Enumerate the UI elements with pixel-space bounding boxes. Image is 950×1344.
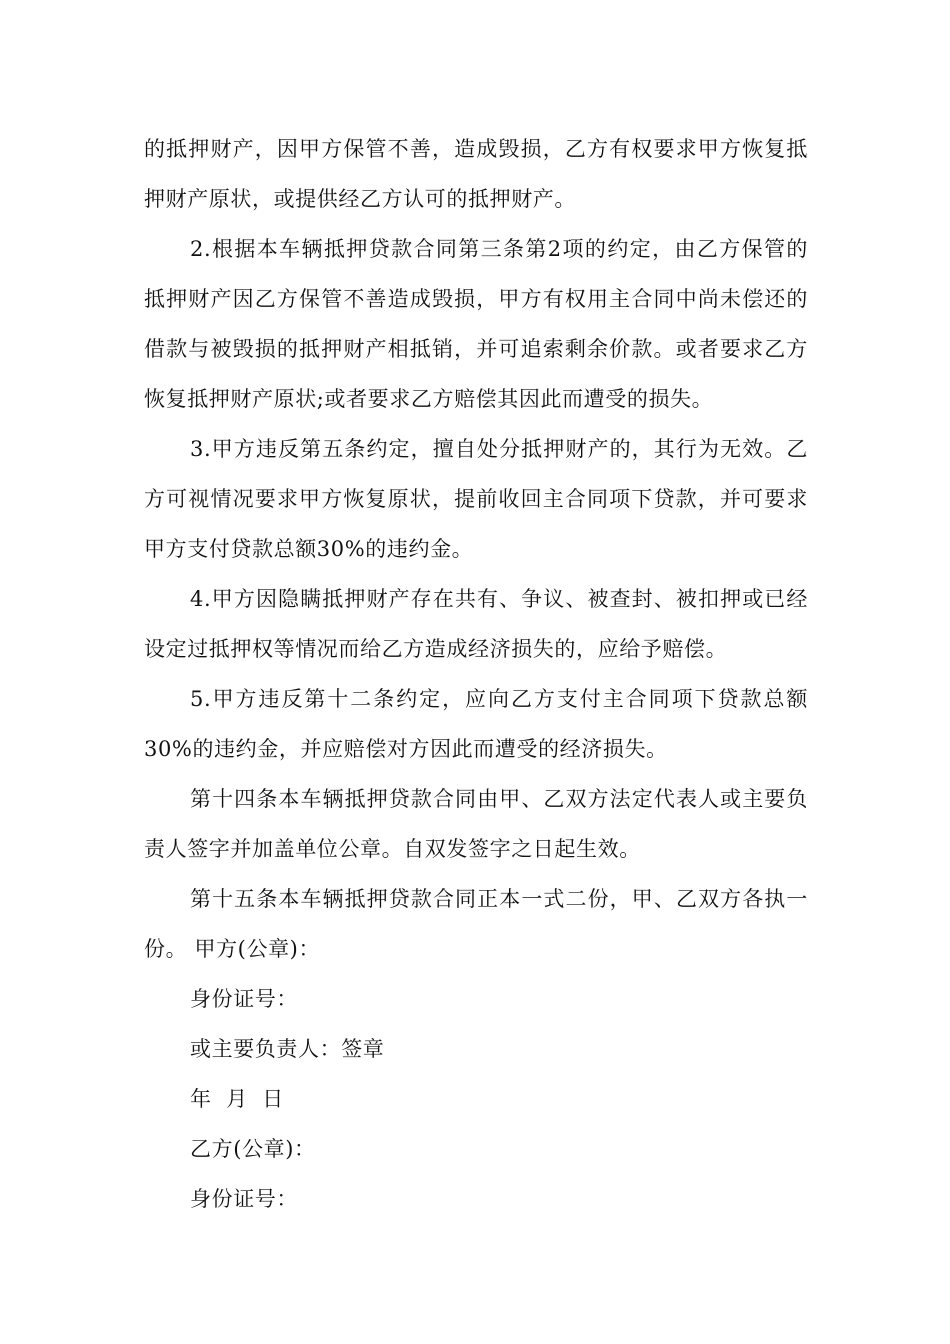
paragraph-3: 3.甲方违反第五条约定，擅自处分抵押财产的，其行为无效。乙方可视情况要求甲方恢复原状，提前收回主合同项下贷款，并可要求甲方支付贷款总额30%的违约金。 [144,437,808,561]
id-number-line-b: 身份证号： [190,1187,298,1211]
document-body [144,124,808,1224]
signatory-line: 或主要负责人：签章 [190,1037,385,1061]
paragraph-2: 2.根据本车辆抵押贷款合同第三条第2项的约定，由乙方保管的抵押财产因乙方保管不善造成毁损，甲方有权用主合同中尚未偿还的借款与被毁损的抵押财产相抵销，并可追索剩余价款。或者要求乙方恢复抵押财产原状;或者要求乙方赔偿其因此而遭受的损失。 [144,237,808,411]
paragraph-5: 5.甲方违反第十二条约定，应向乙方支付主合同项下贷款总额30%的违约金，并应赔偿对方因此而遭受的经济损失。 [144,687,808,761]
paragraph-article-15: 第十五条本车辆抵押贷款合同正本一式二份，甲、乙双方各执一份。 甲方(公章)： [144,887,808,961]
party-b-seal-line: 乙方(公章)： [190,1137,316,1161]
paragraph-1: 的抵押财产，因甲方保管不善，造成毁损，乙方有权要求甲方恢复抵押财产原状，或提供经乙方认可的抵押财产。 [144,137,808,211]
id-number-line-a: 身份证号： [190,987,298,1011]
paragraph-4: 4.甲方因隐瞒抵押财产存在共有、争议、被查封、被扣押或已经设定过抵押权等情况而给乙方造成经济损失的，应给予赔偿。 [144,587,808,661]
date-line: 年 月 日 [190,1087,284,1111]
paragraph-article-14: 第十四条本车辆抵押贷款合同由甲、乙双方法定代表人或主要负责人签字并加盖单位公章。自双发签字之日起生效。 [144,787,808,861]
